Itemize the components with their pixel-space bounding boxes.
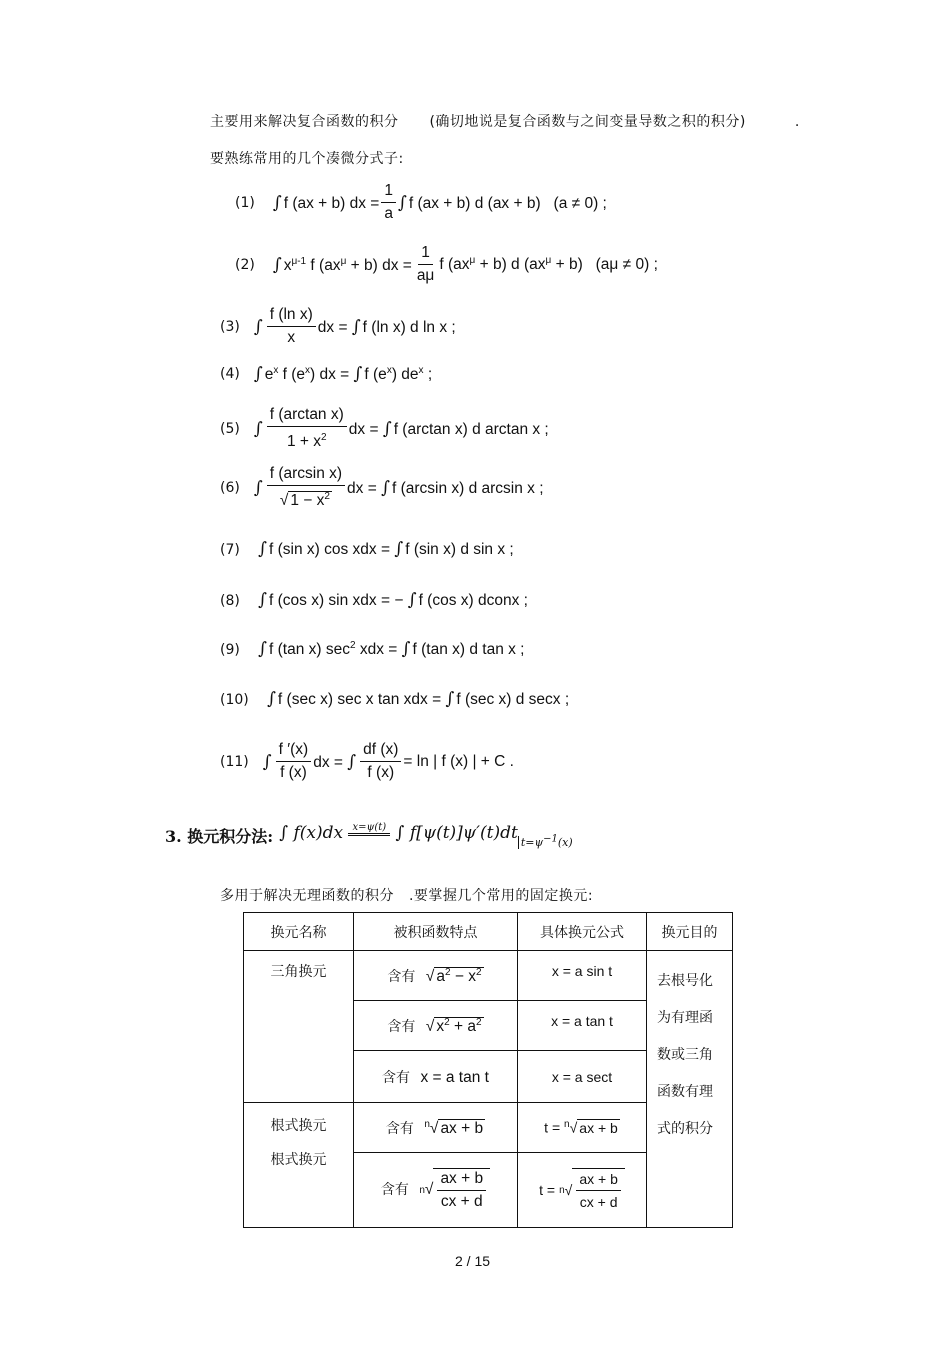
intro-text: 主要用来解决复合函数的积分 [210,114,399,130]
intro-line-1 [210,111,800,131]
contains-label: 含有 [387,968,416,985]
table-header-row [244,913,733,951]
feature-cell: 含有 √ $a^2 - x^2$ [354,951,518,1001]
header-formula: 具体换元公式 [518,913,647,951]
purpose-line: 为有理函 [657,1010,713,1026]
formula-2: (2) ∫ $x^{\mu-1}$ f $(ax^\mu + b)$ dx = $\frac{1}{a\mu}$ f $(ax^\mu + b)$ d $(ax^\mu + b) (a\mu \ne 0)$ ; [235,244,658,284]
formula-cell: x = a sin t [518,951,647,1001]
formula-label: (9) [220,642,240,658]
formula-3: (3) ∫ $\frac{\text{f (ln x)}}{x}$ dx = ∫ f (ln x) d ln x ; [220,306,456,346]
contains-label: 含有 [382,1069,411,1086]
feature-cell: 含有 $^n$√ ax + b [354,1103,518,1153]
purpose-line: 去根号化 [657,973,713,989]
formula-cell: x = a sect [518,1051,647,1103]
section-3-title: 3. 换元积分法: [165,827,274,846]
formula-8: (8) ∫ f (cos x) sin xdx = − ∫ f (cos x) dconx ; [220,590,528,610]
header-feature: 被积函数特点 [354,913,518,951]
table-row [244,951,733,1001]
formula-cell: x = a tan t [518,1001,647,1051]
formula-label: (5) [220,420,240,437]
purpose-line: 函数有理 [657,1084,713,1100]
intro-line-2: 要熟练常用的几个凑微分式子: [210,151,404,167]
feature-formula: x = a tan t [420,1068,489,1086]
feature-cell [354,1051,518,1103]
feature-cell: 含有 n √ $\frac{ax + b}{cx + d}$ [354,1153,518,1228]
formula-label: (3) [220,318,240,335]
formula-6: (6) ∫ $\frac{\text{f (arcsin x)}}{√ 1 - x^2}$ dx = ∫ f (arcsin x) d arcsin x ; [220,465,544,510]
contains-label: 含有 [387,1018,416,1035]
note-text-b: .要掌握几个常用的固定换元: [408,888,594,904]
formula-label: (2) [235,256,255,273]
formula-11: (11) ∫ $\frac{f '(x)}{f (x)}$ dx = ∫ $\frac{df (x)}{f (x)}$ = ln | f (x) | + C . [220,741,514,781]
formula-1: (1) ∫ f (ax + b) dx = $\frac{1}{a}$ ∫ f (ax + b) d (ax + b) (a ≠ 0) ; [235,182,607,222]
feature-cell: 含有 √ $x^2 + a^2$ [354,1001,518,1051]
header-name: 换元名称 [244,913,354,951]
substitution-table [243,912,733,1228]
contains-label: 含有 [380,1182,409,1198]
formula-10: (10) ∫ f (sec x) sec x tan xdx = ∫ f (sec x) d secx ; [220,689,570,709]
formula-4: (4) ∫ $e^x$ f $(e^x)$ dx = ∫ f $(e^x)$ $de^x$ ; [220,364,433,384]
section-3-note [220,885,593,905]
section-3-heading [165,822,573,849]
formula-label: (8) [220,593,240,609]
radical-label: 根式换元 [270,1118,327,1134]
header-purpose: 换元目的 [647,913,733,951]
radical-substitution-cell [244,1103,354,1228]
trig-substitution-cell: 三角换元 [244,951,354,1103]
purpose-cell [647,951,733,1228]
formula-cell: t = n √ $\frac{ax + b}{cx + d}$ [518,1153,647,1228]
formula-label: (6) [220,479,240,496]
contains-label: 含有 [385,1120,414,1137]
intro-period: . [794,114,800,130]
formula-9: (9) ∫ f (tan x) $\sec^2$ xdx = ∫ f (tan x) d tan x ; [220,639,525,659]
note-text-a: 多用于解决无理函数的积分 [220,888,394,904]
formula-7: (7) ∫ f (sin x) cos xdx = ∫ f (sin x) d sin x ; [220,539,514,559]
substitution-formula-image: ∫ f(x)dx x=ψ(t) ∫ f[ψ(t)]ψ′(t)dt $_{t=\psi^{-1}(x)}$ [279,822,573,849]
formula-label: (1) [235,194,255,211]
intro-paren-text: (确切地说是复合函数与之间变量导数之积的积分) [429,114,746,130]
page-number: 2 / 15 [455,1253,491,1269]
formula-5: (5) ∫ $\frac{\text{f (arctan x)}}{1 + x^2}$ dx = ∫ f (arctan x) d arctan x ; [220,406,549,451]
radical-label: 根式换元 [270,1152,327,1168]
formula-label: (10) [220,692,249,708]
formula-label: (7) [220,542,240,558]
purpose-line: 数或三角 [657,1047,713,1063]
formula-label: (11) [220,753,249,770]
formula-cell: t = $^n$√ ax + b [518,1103,647,1153]
formula-label: (4) [220,366,240,382]
purpose-line: 式的积分 [657,1121,713,1137]
